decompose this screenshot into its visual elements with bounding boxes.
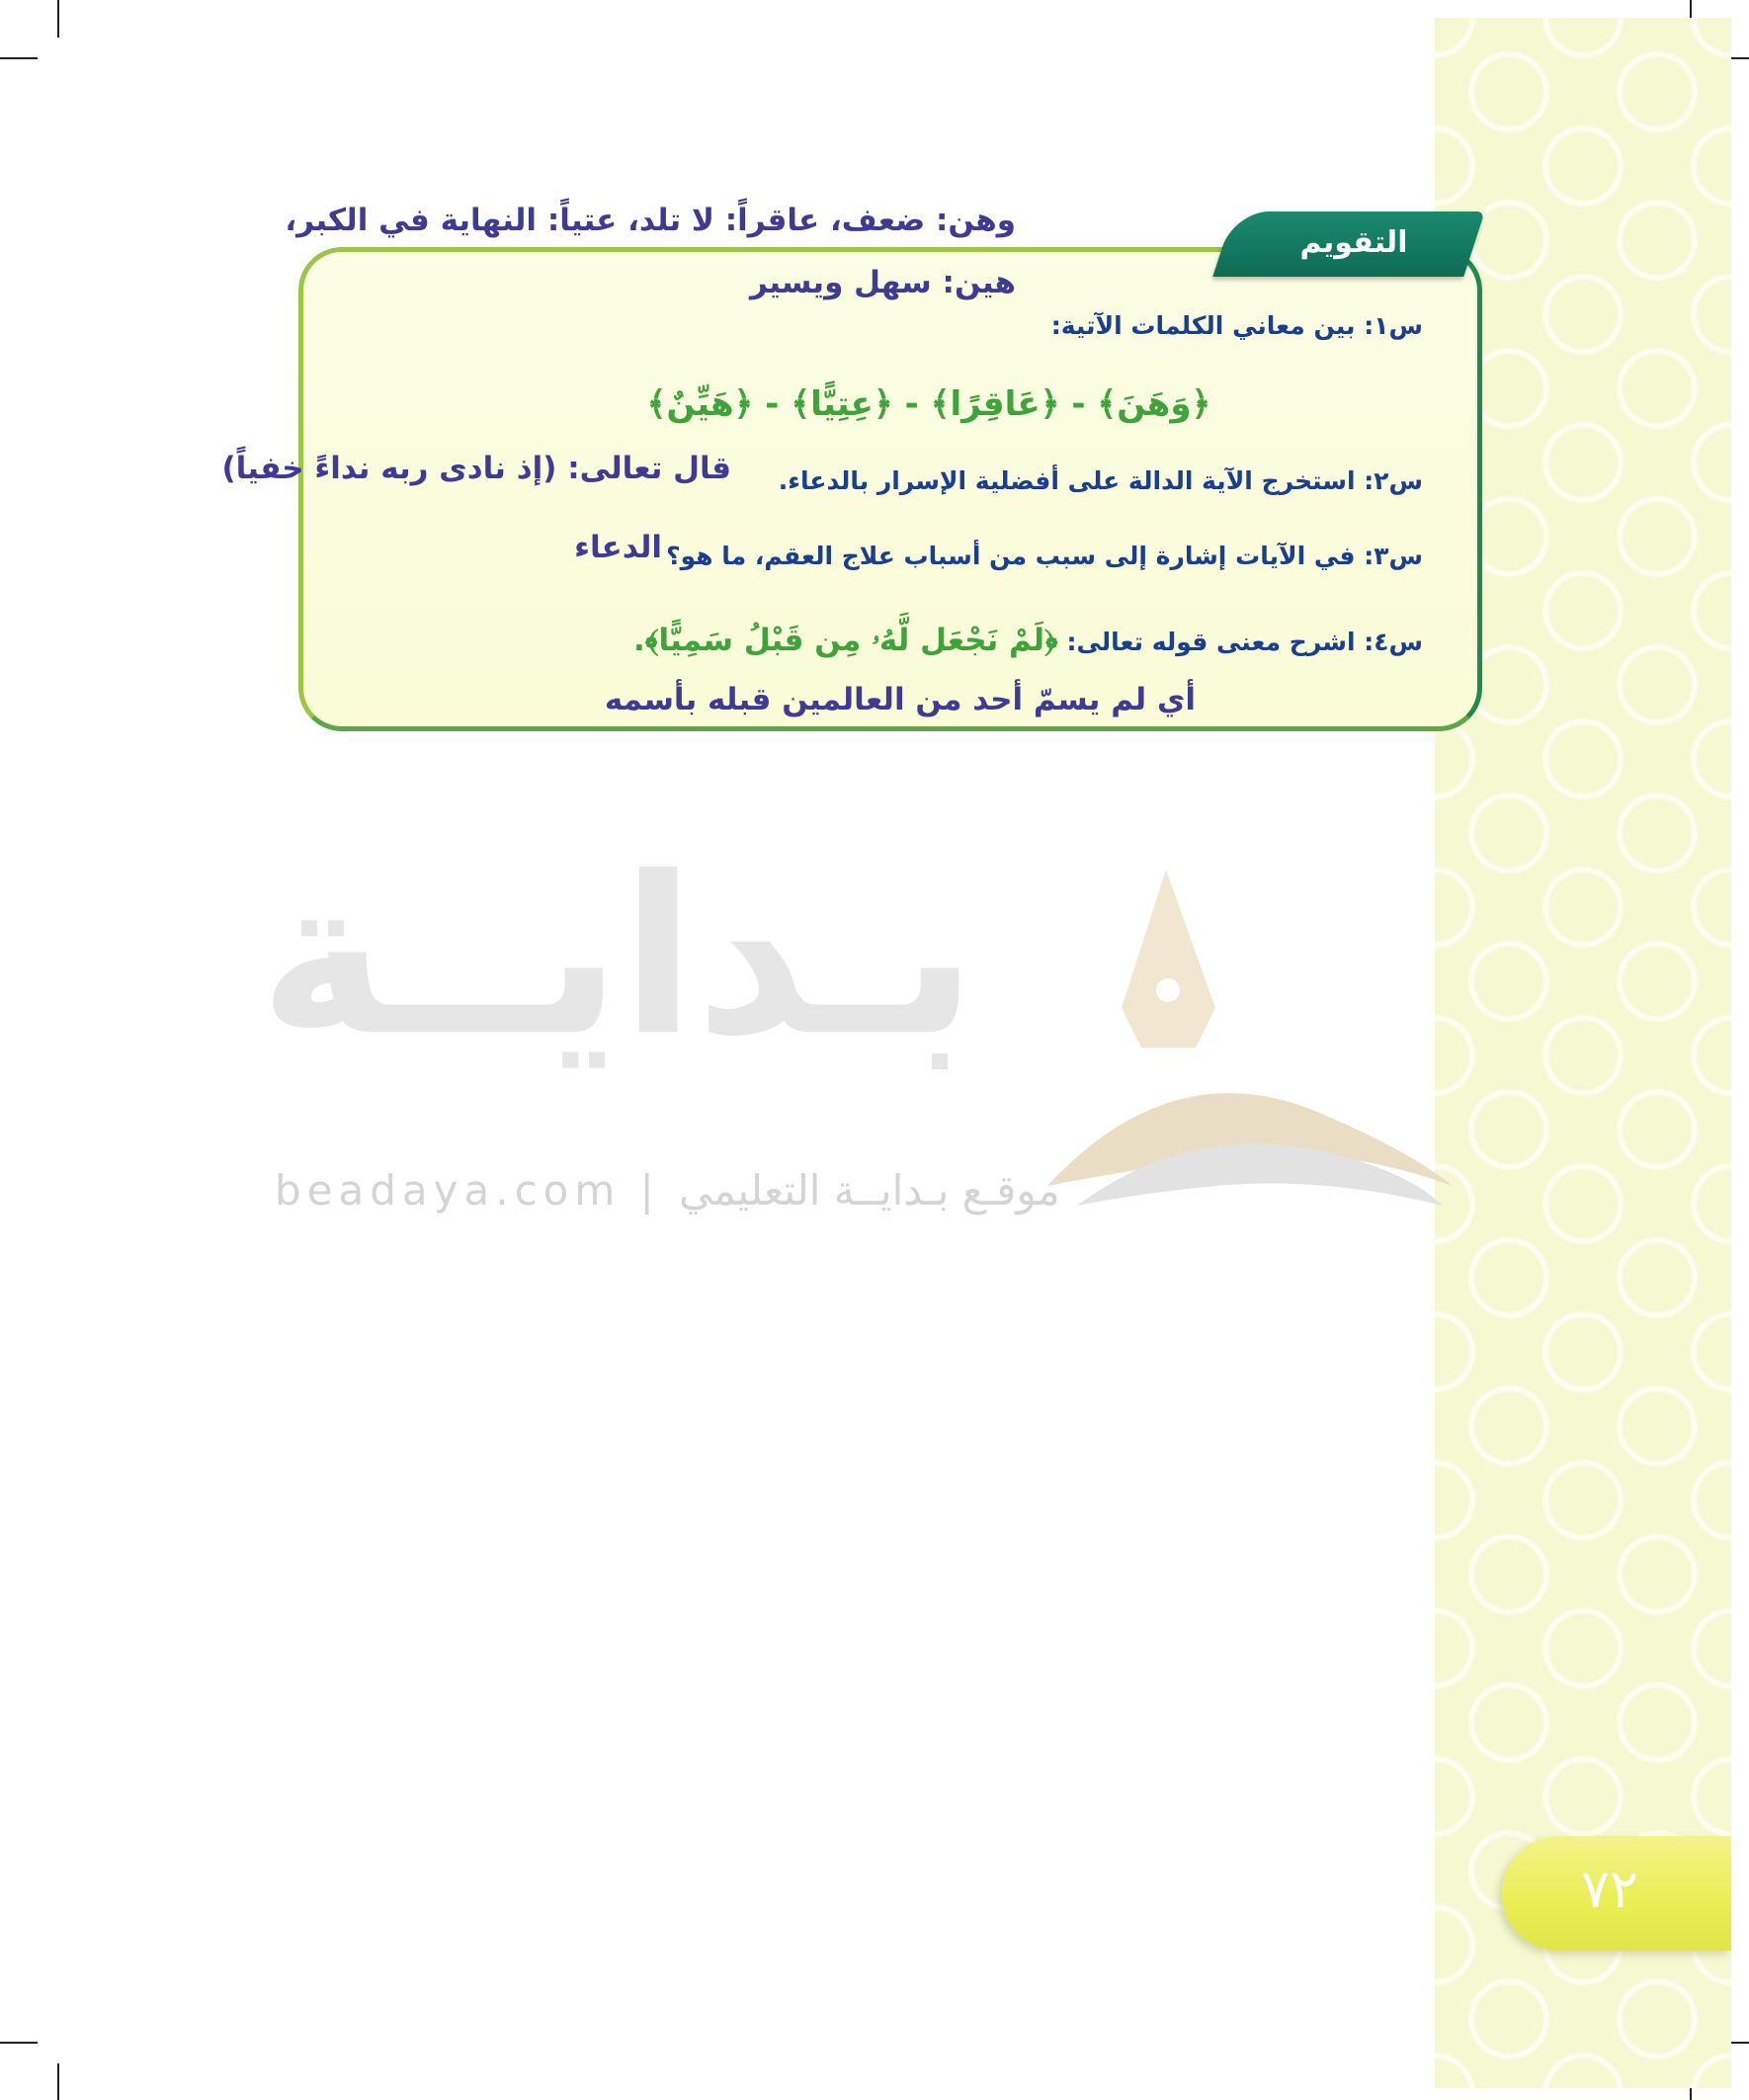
section-tab-label: التقويم (1299, 225, 1408, 260)
watermark-subtitle: beadaya.com | موقـع بـدايــة التعليمي (275, 1166, 1060, 1215)
page-number-badge (1502, 1836, 1731, 1951)
question-2-answer: قال تعالى: (إذ نادى ربه نداءً خفياً) (221, 451, 731, 486)
question-4-answer: أي لم يسمّ أحد من العالمين قبله بأسمه (604, 682, 1196, 717)
crop-mark (57, 2063, 59, 2100)
question-1-words: ﴿وَهَنَ﴾ - ﴿عَاقِرًا﴾ - ﴿عِتِيًّا﴾ - ﴿هَيِّنٌ﴾ (646, 384, 1211, 424)
crop-mark (0, 57, 38, 59)
question-2: س٢: استخرج الآية الدالة على أفضلية الإسرار بالدعاء. (778, 466, 1423, 495)
page-number: ٧٢ (1581, 1858, 1639, 1920)
watermark-logo-text: بـدايــة (259, 830, 977, 1083)
handwritten-note-line1: وهن: ضعف، عاقراً: لا تلد، عتياً: النهاية في الكبر، (285, 203, 1016, 238)
question-4-verse: ﴿لَمْ نَجْعَل لَّهُۥ مِن قَبْلُ سَمِيًّا﴾. (632, 623, 1058, 658)
pen-nib-icon (1047, 860, 1462, 1216)
question-3-answer: الدعاء (574, 530, 662, 565)
question-4-prefix: س٤: اشرح معنى قوله تعالى: (1066, 628, 1423, 656)
question-4 (633, 623, 1423, 659)
crop-mark (0, 2042, 38, 2044)
question-3: س٣: في الآيات إشارة إلى سبب من أسباب علاج العقم، ما هو؟ (666, 542, 1423, 570)
handwritten-note-line2: هين: سهل ويسير (749, 265, 1016, 300)
crop-mark (57, 0, 59, 38)
question-1: س١: بين معاني الكلمات الآتية: (1050, 311, 1423, 340)
